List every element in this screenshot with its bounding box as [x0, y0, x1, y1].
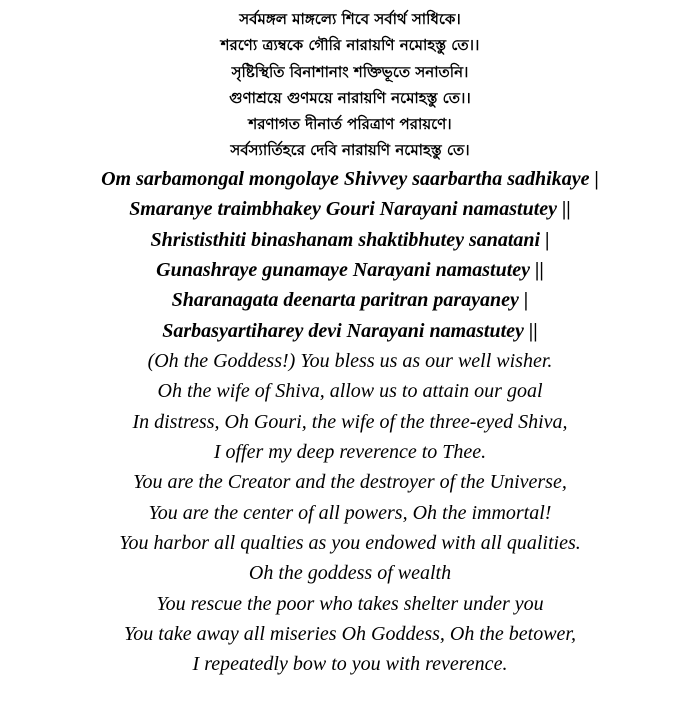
bengali-line-5: শরণাগত দীনার্ত পরিত্রাণ পরায়ণে। [248, 115, 452, 134]
translation-line-1: (Oh the Goddess!) You bless us as our well wisher. [147, 350, 553, 373]
translation-line-9: You rescue the poor who takes shelter under you [156, 592, 544, 615]
translation-line-5: You are the Creator and the destroyer of the Universe, [133, 471, 567, 494]
bengali-line-4: গুণাশ্রয়ে গুণময়ে নারায়ণি নমোহস্তু তে।। [229, 88, 471, 107]
bengali-line-3: সৃষ্টিস্থিতি বিনাশানাং শক্তিভূতে সনাতনি। [231, 62, 469, 81]
translation-line-11: I repeatedly bow to you with reverence. [192, 653, 508, 676]
translation-block [0, 346, 700, 679]
transliteration-line-1: Om sarbamongal mongolaye Shivvey saarbartha sadhikaye | [101, 167, 599, 190]
bengali-verse [0, 0, 700, 164]
translation-line-8: Oh the goddess of wealth [248, 562, 452, 585]
translation-line-10: You take away all miseries Oh Goddess, Oh the betower, [123, 622, 576, 645]
transliteration-line-5: Sharanagata deenarta paritran parayaney | [171, 289, 529, 312]
transliteration-line-3: Shrististhiti binashanam shaktibhutey sanatani | [150, 228, 550, 251]
transliteration-line-4: Gunashraye gunamaye Narayani namastutey || [156, 258, 544, 281]
transliteration-line-2: Smaranye traimbhakey Gouri Narayani namastutey || [129, 198, 571, 221]
transliteration-line-6: Sarbasyartiharey devi Narayani namastutey || [162, 319, 538, 342]
bengali-line-6: সর্বস্যার্তিহরে দেবি নারায়ণি নমোহস্তু তে। [230, 141, 470, 160]
translation-line-6: You are the center of all powers, Oh the immortal! [148, 501, 552, 524]
transliteration-block [0, 164, 700, 346]
bengali-line-1: সর্বমঙ্গল মাঙ্গল্যে শিবে সর্বার্থ সাধিকে। [239, 10, 461, 28]
translation-line-2: Oh the wife of Shiva, allow us to attain our goal [157, 380, 543, 403]
translation-line-4: I offer my deep reverence to Thee. [213, 441, 487, 464]
bengali-line-2: শরণ্যে ত্র্যম্বকে গৌরি নারায়ণি নমোহস্তু তে।। [220, 36, 480, 55]
translation-line-7: You harbor all qualties as you endowed with all qualities. [119, 531, 581, 554]
translation-line-3: In distress, Oh Gouri, the wife of the three-eyed Shiva, [132, 410, 568, 433]
